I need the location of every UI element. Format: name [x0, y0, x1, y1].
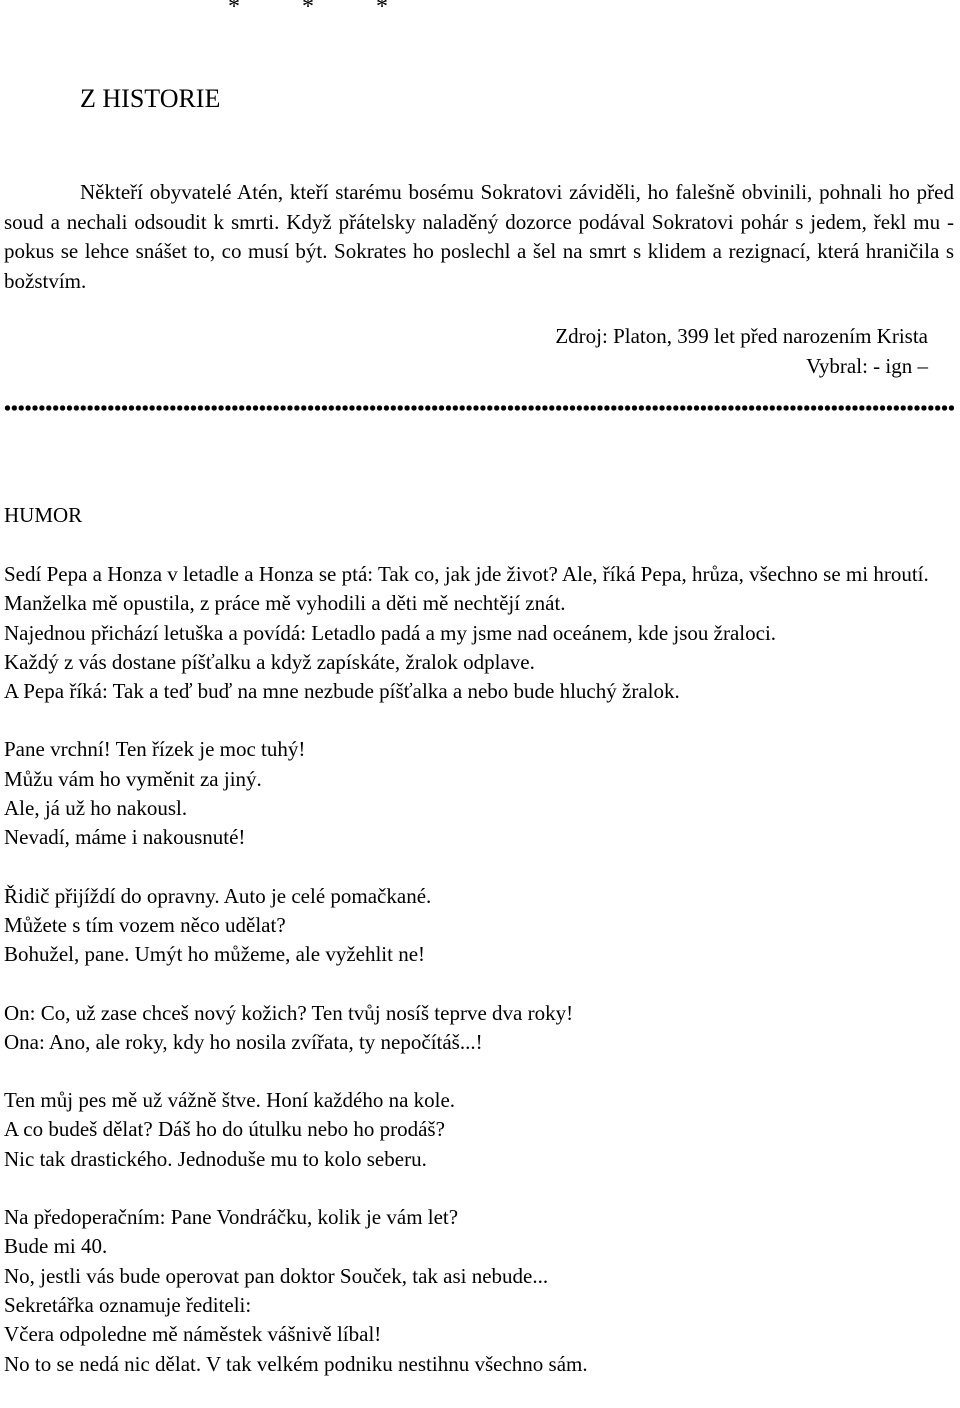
joke-line: Na předoperačním: Pane Vondráčku, kolik je vám let? [4, 1205, 459, 1230]
section-separator-stars [0, 0, 960, 24]
joke-line: Můžu vám ho vyměnit za jiný. [4, 766, 262, 791]
joke-line: Ona: Ano, ale roky, kdy ho nosila zvířata, ty nepočítáš...! [4, 1029, 483, 1054]
joke-item [4, 1086, 959, 1174]
dotted-divider [4, 402, 954, 414]
joke-line: Bude mi 40. [4, 1234, 108, 1259]
joke-line: Sekretářka oznamuje řediteli: [4, 1292, 252, 1317]
star-3: * [376, 0, 388, 20]
joke-line: Každý z vás dostane píšťalku a když zapískáte, žralok odplave. [4, 649, 535, 674]
joke-line: Včera odpoledne mě náměstek vášnivě líbal! [4, 1322, 382, 1347]
jokes-list [4, 560, 959, 1408]
history-paragraph: Někteří obyvatelé Atén, kteří starému bosému Sokratovi záviděli, ho falešně obvinili, pohnali ho před soud a nechali odsoudit k smrti. Když přátelsky naladěný dozorce podával Sokratovi pohár s jedem, řekl mu - pokus se lehce snášet to, co musí být. Sokrates ho poslechl a šel na smrt s klidem a rezignací, která hraničila s božstvím. [4, 180, 954, 293]
joke-line: No, jestli vás bude operovat pan doktor Souček, tak asi nebude... [4, 1263, 549, 1288]
joke-item [4, 560, 959, 706]
source-line: Zdroj: Platon, 399 let před narozením Krista [555, 324, 928, 348]
joke-line: Bohužel, pane. Umýt ho můžeme, ale vyžehlit ne! [4, 942, 426, 967]
joke-item [4, 999, 959, 1058]
joke-line: Řidič přijíždí do opravny. Auto je celé pomačkané. [4, 883, 432, 908]
joke-line: No to se nedá nic dělat. V tak velkém podniku nestihnu všechno sám. [4, 1351, 588, 1376]
joke-line: Najednou přichází letuška a povídá: Letadlo padá a my jsme nad oceánem, kde jsou žraloci. [4, 620, 777, 645]
joke-item [4, 735, 959, 852]
joke-line: Sedí Pepa a Honza v letadle a Honza se ptá: Tak co, jak jde život? Ale, říká Pepa, hrůza, všechno se mi hroutí. Manželka mě opustila, z práce mě vyhodili a děti mě nechtějí znát. [4, 562, 929, 616]
joke-item [4, 1203, 959, 1379]
joke-line: A Pepa říká: Tak a teď buď na mne nezbude píšťalka a nebo bude hluchý žralok. [4, 679, 680, 704]
joke-item [4, 882, 959, 970]
history-heading: Z HISTORIE [80, 84, 221, 113]
star-1: * [228, 0, 240, 20]
joke-line: On: Co, už zase chceš nový kožich? Ten tvůj nosíš teprve dva roky! [4, 1000, 574, 1025]
humor-heading: HUMOR [4, 503, 83, 527]
joke-line: Ten můj pes mě už vážně štve. Honí každého na kole. [4, 1088, 456, 1113]
joke-line: Nevadí, máme i nakousnuté! [4, 825, 246, 850]
joke-line: Pane vrchní! Ten řízek je moc tuhý! [4, 737, 306, 762]
joke-line: Ale, já už ho nakousl. [4, 796, 188, 821]
selected-by-line: Vybral: - ign – [806, 354, 928, 378]
joke-line: Nic tak drastického. Jednoduše mu to kolo seberu. [4, 1146, 427, 1171]
joke-line: Můžete s tím vozem něco udělat? [4, 912, 286, 937]
star-2: * [302, 0, 314, 20]
source-block [555, 321, 928, 381]
joke-line: A co budeš dělat? Dáš ho do útulku nebo ho prodáš? [4, 1117, 445, 1142]
